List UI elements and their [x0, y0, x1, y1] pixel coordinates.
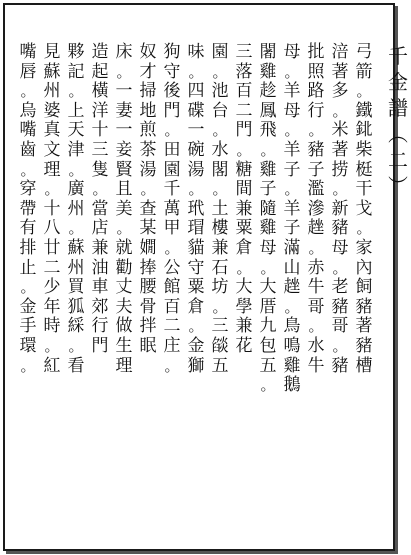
text-char: 柴 — [355, 139, 373, 160]
text-char: 床 — [115, 42, 133, 62]
text-char: 趖 — [307, 218, 325, 239]
text-char: 田 — [163, 139, 181, 160]
text-char: 。 — [332, 258, 348, 277]
text-char: 。 — [20, 278, 36, 297]
text-char: 三 — [211, 316, 229, 337]
text-char: 洋 — [91, 100, 109, 121]
text-char: 。 — [44, 336, 60, 355]
text-char: 。 — [284, 180, 300, 199]
text-char: 落 — [235, 61, 253, 82]
text-char: 雞 — [259, 159, 277, 180]
text-char: 雞 — [259, 61, 277, 82]
text-char: 滿 — [283, 237, 301, 258]
text-char: 美 — [115, 198, 133, 219]
text-char: 二 — [388, 148, 408, 172]
text-column — [281, 43, 303, 513]
text-char: 烏 — [19, 100, 37, 121]
text-char: 花 — [235, 335, 253, 356]
text-char: 妻 — [115, 100, 133, 121]
text-char: 嘴 — [19, 42, 37, 62]
text-char: 千 — [163, 179, 181, 200]
text-char: 。 — [332, 336, 348, 355]
text-char: 穿 — [19, 179, 37, 200]
text-char: 著 — [331, 61, 349, 82]
text-char: 。 — [356, 219, 372, 238]
text-char: 甲 — [163, 218, 181, 239]
text-char: 水 — [307, 335, 325, 356]
text-char: 隻 — [91, 159, 109, 180]
text-char: 。 — [212, 121, 228, 140]
text-char: 隨 — [259, 198, 277, 219]
text-char: 文 — [43, 139, 61, 160]
text-char: 止 — [19, 257, 37, 278]
text-char: 三 — [91, 139, 109, 160]
text-char: 石 — [211, 257, 229, 278]
text-char: 飼 — [355, 277, 373, 298]
text-char: 嫺 — [139, 237, 157, 258]
text-char: 拌 — [139, 316, 157, 337]
text-char: 羊 — [283, 139, 301, 160]
text-char: 玳 — [187, 198, 205, 219]
text-char: 齒 — [19, 139, 37, 160]
text-char: 涪 — [331, 42, 349, 62]
text-char: 。 — [116, 62, 132, 81]
text-char: 。 — [284, 62, 300, 81]
text-char: 公 — [163, 257, 181, 278]
text-char: 滲 — [307, 198, 325, 219]
text-char: 二 — [43, 257, 61, 278]
text-char: 閣 — [211, 159, 229, 180]
text-char: 起 — [91, 61, 109, 82]
text-char: 。 — [188, 62, 204, 81]
document-title — [385, 43, 411, 513]
text-char: 母 — [283, 42, 301, 62]
text-char: 學 — [235, 296, 253, 317]
text-char: 間 — [235, 179, 253, 200]
text-char: 子 — [283, 218, 301, 239]
text-char: 內 — [355, 257, 373, 278]
text-char: 理 — [115, 355, 133, 376]
text-char: 百 — [163, 296, 181, 317]
text-char: 多 — [331, 81, 349, 102]
text-char: 百 — [235, 81, 253, 102]
text-char: 碗 — [187, 139, 205, 160]
text-char: 粟 — [235, 218, 253, 239]
text-char: 一 — [115, 120, 133, 141]
text-char: 綵 — [67, 316, 85, 337]
text-char: 米 — [331, 120, 349, 141]
text-char: 夫 — [115, 296, 133, 317]
text-char: 土 — [211, 198, 229, 219]
text-char: 兼 — [211, 237, 229, 258]
text-char: 津 — [67, 139, 85, 160]
text-char: 唇 — [19, 61, 37, 82]
text-char: 十 — [91, 120, 109, 141]
text-char: 眠 — [139, 335, 157, 356]
text-char: 獅 — [187, 355, 205, 376]
text-char: 才 — [139, 61, 157, 82]
text-char: 鵝 — [283, 375, 301, 396]
text-char: 一 — [187, 120, 205, 141]
text-char: 。 — [164, 238, 180, 257]
text-char: 。 — [188, 317, 204, 336]
text-char: 館 — [163, 277, 181, 298]
text-char: 。 — [116, 219, 132, 238]
text-char: 。 — [260, 258, 276, 277]
text-char: 就 — [115, 237, 133, 258]
text-char: 二 — [163, 316, 181, 337]
text-char: 某 — [139, 218, 157, 239]
text-char: 造 — [91, 42, 109, 62]
text-char: 厝 — [259, 296, 277, 317]
text-char: 羊 — [283, 198, 301, 219]
text-char: 十 — [43, 198, 61, 219]
text-char: 記 — [67, 61, 85, 82]
text-char: 買 — [67, 277, 85, 298]
text-char: 州 — [67, 257, 85, 278]
text-char: 大 — [259, 277, 277, 298]
text-char: 骨 — [139, 296, 157, 317]
text-char: 五 — [211, 355, 229, 376]
text-char: 八 — [43, 218, 61, 239]
text-char: 且 — [115, 179, 133, 200]
text-char: 。 — [20, 356, 36, 375]
text-char: 照 — [307, 61, 325, 82]
text-char: 弓 — [355, 42, 373, 62]
text-char: 。 — [164, 121, 180, 140]
text-char: 嘴 — [19, 120, 37, 141]
text-char: 掃 — [139, 81, 157, 102]
text-char: 一 — [115, 81, 133, 102]
text-column — [41, 43, 63, 513]
text-column — [89, 43, 111, 513]
text-char: 坊 — [211, 277, 229, 298]
text-char: 鳴 — [283, 335, 301, 356]
text-char: 梃 — [355, 159, 373, 180]
text-char: 湯 — [139, 159, 157, 180]
text-char: 。 — [260, 376, 276, 395]
text-char: 看 — [67, 355, 85, 376]
text-char: 。 — [308, 121, 324, 140]
text-char: 排 — [19, 237, 37, 258]
text-char: 天 — [67, 120, 85, 141]
text-char: 。 — [164, 356, 180, 375]
text-char: 子 — [259, 179, 277, 200]
text-char: 。 — [188, 180, 204, 199]
text-char: ︶ — [388, 174, 408, 198]
text-char: 千 — [388, 44, 408, 68]
text-column — [257, 43, 279, 513]
text-column — [329, 43, 351, 513]
text-char: 母 — [283, 100, 301, 121]
text-char: 門 — [235, 120, 253, 141]
text-column — [161, 43, 183, 513]
text-char: 做 — [115, 316, 133, 337]
text-char: 豬 — [331, 355, 349, 376]
text-char: ︵ — [388, 122, 408, 146]
text-char: 。 — [212, 297, 228, 316]
text-char: 廣 — [67, 179, 85, 200]
text-column — [353, 43, 375, 513]
text-char: 兼 — [235, 316, 253, 337]
text-char: 廿 — [43, 237, 61, 258]
text-char: 箭 — [355, 61, 373, 82]
text-column — [185, 43, 207, 513]
text-char: 。 — [308, 238, 324, 257]
text-char: 查 — [139, 198, 157, 219]
text-char: 母 — [331, 237, 349, 258]
text-char: 年 — [43, 296, 61, 317]
text-char: 。 — [356, 82, 372, 101]
text-char: 子 — [307, 159, 325, 180]
text-char: 二 — [235, 100, 253, 121]
text-char: 糖 — [235, 159, 253, 180]
text-char: 園 — [163, 159, 181, 180]
text-char: 樓 — [211, 218, 229, 239]
text-char: 趁 — [259, 81, 277, 102]
text-char: 金 — [19, 296, 37, 317]
text-char: 味 — [187, 42, 205, 62]
text-char: 。 — [308, 317, 324, 336]
text-char: 奴 — [139, 42, 157, 62]
text-char: 老 — [331, 277, 349, 298]
text-char: 帶 — [19, 198, 37, 219]
text-char: 鐵 — [355, 100, 373, 121]
text-char: 哥 — [307, 296, 325, 317]
text-char: 。 — [260, 140, 276, 159]
text-char: 雞 — [283, 355, 301, 376]
text-char: 豬 — [331, 218, 349, 239]
text-char: 理 — [43, 159, 61, 180]
text-char: 守 — [163, 61, 181, 82]
text-char: 兼 — [91, 237, 109, 258]
text-char: 五 — [259, 355, 277, 376]
text-char: 母 — [259, 237, 277, 258]
text-char: 真 — [43, 120, 61, 141]
text-column — [209, 43, 231, 513]
text-char: 大 — [235, 277, 253, 298]
text-column — [233, 43, 255, 513]
text-char: 。 — [332, 101, 348, 120]
text-char: 見 — [43, 42, 61, 62]
text-char: 。 — [236, 140, 252, 159]
text-char: 雞 — [259, 218, 277, 239]
text-char: 倉 — [187, 296, 205, 317]
text-char: 豬 — [331, 296, 349, 317]
text-char: 子 — [283, 159, 301, 180]
text-char: 。 — [284, 121, 300, 140]
text-char: 牛 — [307, 355, 325, 376]
text-char: 紅 — [43, 355, 61, 376]
text-char: 煎 — [139, 120, 157, 141]
text-char: 山 — [283, 257, 301, 278]
text-char: 。 — [68, 82, 84, 101]
text-char: 牛 — [307, 277, 325, 298]
text-char: 車 — [91, 277, 109, 298]
text-char: 捧 — [139, 257, 157, 278]
text-char: 環 — [19, 335, 37, 356]
text-char: 當 — [91, 198, 109, 219]
text-char: 橫 — [91, 81, 109, 102]
text-char: 貓 — [187, 237, 205, 258]
text-char: 豬 — [355, 335, 373, 356]
text-char: 生 — [115, 335, 133, 356]
page-frame — [3, 3, 408, 551]
text-char: 路 — [307, 81, 325, 102]
text-char: 九 — [259, 316, 277, 337]
text-char: 金 — [187, 335, 205, 356]
text-char: 。 — [212, 62, 228, 81]
text-char: 夥 — [67, 42, 85, 62]
text-char: 州 — [67, 198, 85, 219]
text-char: 州 — [43, 81, 61, 102]
text-column — [113, 43, 135, 513]
text-char: 蘇 — [67, 237, 85, 258]
text-char: 豬 — [355, 296, 373, 317]
text-char: 。 — [332, 180, 348, 199]
text-char: 著 — [331, 139, 349, 160]
text-char: 。 — [236, 258, 252, 277]
text-char: 金 — [388, 70, 408, 94]
text-char: 。 — [68, 219, 84, 238]
text-char: 油 — [91, 257, 109, 278]
text-char: 戈 — [355, 198, 373, 219]
text-char: 台 — [211, 100, 229, 121]
text-char: 飛 — [259, 120, 277, 141]
text-column — [17, 43, 39, 513]
text-char: 哥 — [331, 316, 349, 337]
text-char: 門 — [163, 100, 181, 121]
text-char: 燄 — [211, 335, 229, 356]
text-char: 捞 — [331, 159, 349, 180]
text-char: 新 — [331, 198, 349, 219]
text-char: 水 — [211, 139, 229, 160]
text-char: 瑁 — [187, 218, 205, 239]
text-char: 。 — [68, 336, 84, 355]
text-column — [65, 43, 87, 513]
text-char: 。 — [20, 160, 36, 179]
text-char: 賢 — [115, 159, 133, 180]
text-char: 郊 — [91, 296, 109, 317]
text-char: 豬 — [307, 139, 325, 160]
text-char: 門 — [91, 335, 109, 356]
text-char: 赤 — [307, 257, 325, 278]
text-char: 粟 — [187, 277, 205, 298]
text-char: 庄 — [163, 335, 181, 356]
text-char: 婆 — [43, 100, 61, 121]
text-char: 闍 — [259, 42, 277, 62]
text-char: 兼 — [235, 198, 253, 219]
text-char: 。 — [92, 180, 108, 199]
text-char: 湯 — [187, 159, 205, 180]
text-char: 店 — [91, 218, 109, 239]
text-char: 包 — [259, 335, 277, 356]
text-char: 譜 — [388, 96, 408, 120]
text-char: 碟 — [187, 100, 205, 121]
text-char: 倉 — [235, 237, 253, 258]
text-char: 趖 — [283, 277, 301, 298]
text-char: 丈 — [115, 277, 133, 298]
text-char: 濫 — [307, 179, 325, 200]
text-char: 腰 — [139, 277, 157, 298]
text-char: 有 — [19, 218, 37, 239]
text-char: 干 — [355, 179, 373, 200]
text-char: 三 — [235, 42, 253, 62]
text-char: 。 — [212, 180, 228, 199]
text-char: 。 — [284, 297, 300, 316]
text-char: 鉳 — [355, 120, 373, 141]
text-char: 著 — [355, 316, 373, 337]
text-char: 後 — [163, 81, 181, 102]
text-char: 狐 — [67, 296, 85, 317]
text-char: 。 — [20, 82, 36, 101]
text-char: 池 — [211, 81, 229, 102]
text-char: 槽 — [355, 355, 373, 376]
text-char: 。 — [68, 160, 84, 179]
text-column — [305, 43, 327, 513]
text-char: 羊 — [283, 81, 301, 102]
text-char: 手 — [19, 316, 37, 337]
text-char: 茶 — [139, 139, 157, 160]
text-char: 時 — [43, 316, 61, 337]
text-char: 妾 — [115, 139, 133, 160]
text-char: 守 — [187, 257, 205, 278]
text-char: 鳳 — [259, 100, 277, 121]
text-char: 萬 — [163, 198, 181, 219]
text-char: 狗 — [163, 42, 181, 62]
text-char: 。 — [44, 180, 60, 199]
text-char: 上 — [67, 100, 85, 121]
text-char: 勸 — [115, 257, 133, 278]
text-char: 園 — [211, 42, 229, 62]
text-char: 家 — [355, 237, 373, 258]
text-char: 蘇 — [43, 61, 61, 82]
text-char: 。 — [140, 180, 156, 199]
text-char: 四 — [187, 81, 205, 102]
text-char: 批 — [307, 42, 325, 62]
text-char: 鳥 — [283, 316, 301, 337]
text-column — [137, 43, 159, 513]
text-char: 行 — [307, 100, 325, 121]
document-text — [17, 43, 411, 513]
text-char: 少 — [43, 277, 61, 298]
text-char: 行 — [91, 316, 109, 337]
text-char: 地 — [139, 100, 157, 121]
